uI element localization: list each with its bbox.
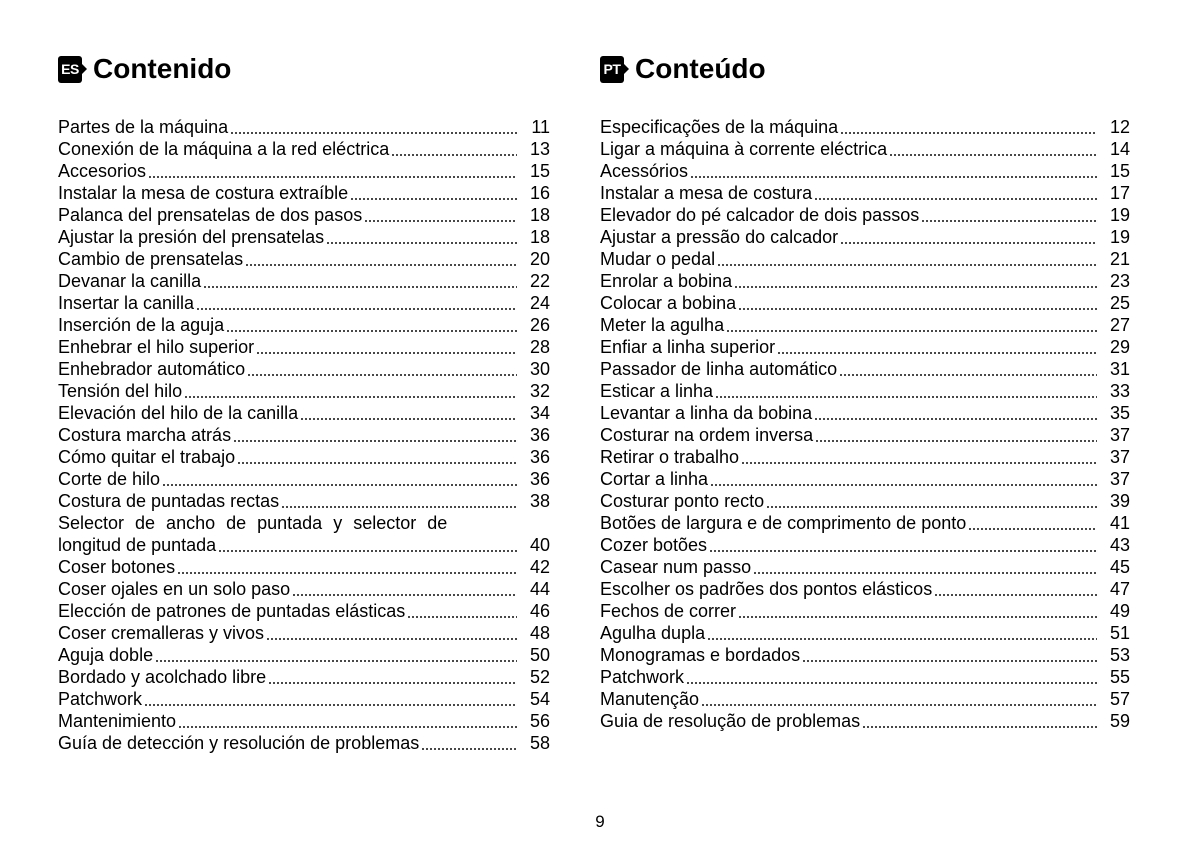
toc-entry bbox=[58, 402, 550, 424]
pt-section-title: Conteúdo bbox=[635, 53, 766, 84]
toc-entry bbox=[600, 358, 1130, 380]
entry-title: Guia de resolução de problemas bbox=[600, 711, 861, 731]
dot-leader bbox=[814, 182, 1097, 204]
dot-leader bbox=[921, 204, 1097, 226]
entry-title: Casear num passo bbox=[600, 557, 752, 577]
dot-leader bbox=[840, 226, 1097, 248]
entry-page: 32 bbox=[529, 381, 550, 401]
entry-page: 30 bbox=[529, 359, 550, 379]
entry-title: Manutenção bbox=[600, 689, 700, 709]
dot-leader bbox=[814, 402, 1097, 424]
entry-page: 34 bbox=[529, 403, 550, 423]
entry-title: Elevador do pé calcador de dois passos bbox=[600, 205, 920, 225]
entry-title: Coser cremalleras y vivos bbox=[58, 623, 265, 643]
entry-title: Coser ojales en un solo paso bbox=[58, 579, 291, 599]
dot-leader bbox=[350, 182, 517, 204]
dot-leader bbox=[148, 160, 517, 182]
toc-entry bbox=[600, 380, 1130, 402]
entry-page: 50 bbox=[529, 645, 550, 665]
entry-title: Inserción de la aguja bbox=[58, 315, 225, 335]
entry-page: 26 bbox=[529, 315, 550, 335]
entry-page: 51 bbox=[1109, 623, 1130, 643]
entry-page: 43 bbox=[1109, 535, 1130, 555]
entry-title: Palanca del prensatelas de dos pasos bbox=[58, 205, 363, 225]
dot-leader bbox=[247, 358, 517, 380]
toc-entry bbox=[58, 138, 550, 160]
entry-page: 25 bbox=[1109, 293, 1130, 313]
entry-page: 23 bbox=[1109, 271, 1130, 291]
dot-leader bbox=[862, 710, 1097, 732]
toc-entry bbox=[58, 292, 550, 314]
entry-title: Botões de largura e de comprimento de ponto bbox=[600, 513, 967, 533]
toc-entry bbox=[600, 446, 1130, 468]
entry-title: Ajustar a pressão do calcador bbox=[600, 227, 839, 247]
dot-leader bbox=[233, 424, 517, 446]
dot-leader bbox=[839, 358, 1097, 380]
dot-leader bbox=[230, 116, 517, 138]
dot-leader bbox=[184, 380, 517, 402]
toc-entry bbox=[600, 666, 1130, 688]
entry-title: Devanar la canilla bbox=[58, 271, 202, 291]
entry-title: longitud de puntada bbox=[58, 535, 217, 555]
entry-page: 37 bbox=[1109, 447, 1130, 467]
toc-entry bbox=[600, 578, 1130, 600]
dot-leader bbox=[292, 578, 517, 600]
entry-page: 58 bbox=[529, 733, 550, 753]
dot-leader bbox=[300, 402, 517, 424]
entry-title: Enhebrador automático bbox=[58, 359, 246, 379]
dot-leader bbox=[889, 138, 1097, 160]
entry-page: 20 bbox=[529, 249, 550, 269]
entry-page: 12 bbox=[1109, 117, 1130, 137]
entry-page: 37 bbox=[1109, 469, 1130, 489]
entry-title: Meter la agulha bbox=[600, 315, 725, 335]
entry-title: Passador de linha automático bbox=[600, 359, 838, 379]
entry-page: 19 bbox=[1109, 205, 1130, 225]
entry-page: 14 bbox=[1109, 139, 1130, 159]
dot-leader bbox=[391, 138, 517, 160]
toc-entry bbox=[600, 512, 1130, 534]
dot-leader bbox=[268, 666, 517, 688]
toc-entry bbox=[58, 270, 550, 292]
dot-leader bbox=[738, 292, 1097, 314]
dot-leader bbox=[710, 468, 1097, 490]
entry-title: Cómo quitar el trabajo bbox=[58, 447, 236, 467]
entry-title-first-line: Selector de ancho de puntada y selector de bbox=[58, 513, 448, 533]
entry-page: 48 bbox=[529, 623, 550, 643]
entry-page: 40 bbox=[529, 535, 550, 555]
toc-entry bbox=[600, 600, 1130, 622]
entry-page: 52 bbox=[529, 667, 550, 687]
entry-title: Insertar la canilla bbox=[58, 293, 195, 313]
pt-section-header bbox=[600, 52, 766, 86]
toc-entry bbox=[600, 644, 1130, 666]
toc-entry bbox=[58, 600, 550, 622]
toc-entry bbox=[58, 644, 550, 666]
toc-entry bbox=[58, 688, 550, 710]
entry-page: 54 bbox=[529, 689, 550, 709]
dot-leader bbox=[226, 314, 517, 336]
entry-page: 15 bbox=[529, 161, 550, 181]
dot-leader bbox=[178, 710, 517, 732]
entry-title: Retirar o trabalho bbox=[600, 447, 740, 467]
dot-leader bbox=[968, 512, 1097, 534]
entry-page: 59 bbox=[1109, 711, 1130, 731]
es-section-title: Contenido bbox=[93, 53, 232, 84]
dot-leader bbox=[686, 666, 1097, 688]
entry-page: 35 bbox=[1109, 403, 1130, 423]
dot-leader bbox=[777, 336, 1097, 358]
dot-leader bbox=[237, 446, 517, 468]
entry-page: 45 bbox=[1109, 557, 1130, 577]
toc-entry bbox=[600, 160, 1130, 182]
toc-entry bbox=[600, 424, 1130, 446]
toc-entry bbox=[58, 116, 550, 138]
entry-page: 57 bbox=[1109, 689, 1130, 709]
entry-page: 36 bbox=[529, 469, 550, 489]
dot-leader bbox=[155, 644, 517, 666]
dot-leader bbox=[802, 644, 1097, 666]
entry-page: 29 bbox=[1109, 337, 1130, 357]
entry-page: 18 bbox=[529, 205, 550, 225]
entry-title: Monogramas e bordados bbox=[600, 645, 801, 665]
entry-title: Mantenimiento bbox=[58, 711, 177, 731]
entry-page: 33 bbox=[1109, 381, 1130, 401]
entry-page: 17 bbox=[1109, 183, 1130, 203]
toc-entry bbox=[58, 622, 550, 644]
dot-leader bbox=[196, 292, 517, 314]
toc-entry bbox=[58, 446, 550, 468]
es-language-badge: ES bbox=[58, 56, 82, 83]
toc-entry bbox=[600, 138, 1130, 160]
entry-title: Cambio de prensatelas bbox=[58, 249, 244, 269]
entry-title: Especificações de la máquina bbox=[600, 117, 839, 137]
toc-entry bbox=[600, 270, 1130, 292]
toc-entry-first-line bbox=[58, 512, 550, 534]
toc-entry bbox=[58, 380, 550, 402]
entry-title: Elección de patrones de puntadas elásticas bbox=[58, 601, 406, 621]
entry-title: Patchwork bbox=[600, 667, 685, 687]
page-number: 9 bbox=[595, 812, 605, 831]
dot-leader bbox=[717, 248, 1097, 270]
entry-title: Mudar o pedal bbox=[600, 249, 716, 269]
entry-title: Tensión del hilo bbox=[58, 381, 183, 401]
entry-page: 36 bbox=[529, 425, 550, 445]
entry-title: Acessórios bbox=[600, 161, 689, 181]
dot-leader bbox=[281, 490, 517, 512]
entry-title: Corte de hilo bbox=[58, 469, 161, 489]
toc-entry bbox=[58, 336, 550, 358]
toc-entry bbox=[600, 402, 1130, 424]
toc-entry bbox=[600, 336, 1130, 358]
dot-leader bbox=[934, 578, 1097, 600]
toc-entry bbox=[58, 160, 550, 182]
dot-leader bbox=[144, 688, 517, 710]
entry-page: 41 bbox=[1109, 513, 1130, 533]
entry-title: Partes de la máquina bbox=[58, 117, 229, 137]
entry-page: 36 bbox=[529, 447, 550, 467]
dot-leader bbox=[738, 600, 1097, 622]
entry-page: 18 bbox=[529, 227, 550, 247]
toc-entry bbox=[600, 314, 1130, 336]
entry-title: Esticar a linha bbox=[600, 381, 714, 401]
es-section-header bbox=[58, 52, 231, 86]
entry-title: Costura de puntadas rectas bbox=[58, 491, 280, 511]
entry-page: 55 bbox=[1109, 667, 1130, 687]
toc-entry bbox=[58, 468, 550, 490]
dot-leader bbox=[709, 534, 1097, 556]
entry-page: 39 bbox=[1109, 491, 1130, 511]
toc-entry bbox=[600, 490, 1130, 512]
entry-title: Colocar a bobina bbox=[600, 293, 737, 313]
dot-leader bbox=[218, 534, 517, 556]
dot-leader bbox=[707, 622, 1097, 644]
entry-title: Bordado y acolchado libre bbox=[58, 667, 267, 687]
entry-title: Accesorios bbox=[58, 161, 147, 181]
dot-leader bbox=[753, 556, 1097, 578]
toc-entry bbox=[600, 710, 1130, 732]
entry-page: 31 bbox=[1109, 359, 1130, 379]
dot-leader bbox=[203, 270, 517, 292]
entry-title: Coser botones bbox=[58, 557, 176, 577]
toc-entry bbox=[58, 578, 550, 600]
toc-entry bbox=[58, 182, 550, 204]
entry-title: Guía de detección y resolución de problemas bbox=[58, 733, 420, 753]
toc-entry bbox=[58, 666, 550, 688]
toc-entry bbox=[600, 226, 1130, 248]
dot-leader bbox=[741, 446, 1097, 468]
entry-page: 49 bbox=[1109, 601, 1130, 621]
entry-page: 21 bbox=[1109, 249, 1130, 269]
dot-leader bbox=[840, 116, 1097, 138]
toc-entry bbox=[600, 534, 1130, 556]
entry-title: Cozer botões bbox=[600, 535, 708, 555]
entry-page: 46 bbox=[529, 601, 550, 621]
entry-title: Conexión de la máquina a la red eléctrica bbox=[58, 139, 390, 159]
dot-leader bbox=[690, 160, 1097, 182]
toc-entry bbox=[600, 182, 1130, 204]
toc-entry bbox=[58, 490, 550, 512]
entry-title: Agulha dupla bbox=[600, 623, 706, 643]
dot-leader bbox=[245, 248, 517, 270]
entry-page: 22 bbox=[529, 271, 550, 291]
entry-title: Enhebrar el hilo superior bbox=[58, 337, 255, 357]
entry-title: Costurar na ordem inversa bbox=[600, 425, 814, 445]
toc-entry bbox=[58, 314, 550, 336]
toc-entry bbox=[600, 292, 1130, 314]
toc-entry bbox=[58, 424, 550, 446]
toc-entry bbox=[58, 556, 550, 578]
pt-language-badge: PT bbox=[600, 56, 624, 83]
entry-title: Escolher os padrões dos pontos elásticos bbox=[600, 579, 933, 599]
entry-title: Cortar a linha bbox=[600, 469, 709, 489]
toc-entry bbox=[58, 204, 550, 226]
entry-title: Elevación del hilo de la canilla bbox=[58, 403, 299, 423]
entry-page: 56 bbox=[529, 711, 550, 731]
dot-leader bbox=[734, 270, 1097, 292]
toc-entry bbox=[58, 358, 550, 380]
dot-leader bbox=[726, 314, 1097, 336]
entry-title: Patchwork bbox=[58, 689, 143, 709]
es-toc-list bbox=[58, 116, 550, 754]
toc-entry bbox=[600, 622, 1130, 644]
dot-leader bbox=[177, 556, 517, 578]
toc-entry bbox=[600, 116, 1130, 138]
dot-leader bbox=[256, 336, 517, 358]
entry-page: 13 bbox=[529, 139, 550, 159]
toc-entry bbox=[58, 226, 550, 248]
dot-leader bbox=[715, 380, 1097, 402]
toc-entry bbox=[58, 512, 550, 556]
entry-title: Costura marcha atrás bbox=[58, 425, 232, 445]
entry-page: 15 bbox=[1109, 161, 1130, 181]
entry-page: 19 bbox=[1109, 227, 1130, 247]
dot-leader bbox=[326, 226, 517, 248]
dot-leader bbox=[766, 490, 1097, 512]
entry-title: Fechos de correr bbox=[600, 601, 737, 621]
entry-page: 42 bbox=[529, 557, 550, 577]
dot-leader bbox=[162, 468, 517, 490]
entry-page: 53 bbox=[1109, 645, 1130, 665]
entry-title: Enfiar a linha superior bbox=[600, 337, 776, 357]
entry-page: 38 bbox=[529, 491, 550, 511]
entry-page: 28 bbox=[529, 337, 550, 357]
toc-entry bbox=[58, 710, 550, 732]
entry-title: Aguja doble bbox=[58, 645, 154, 665]
toc-entry-second-line bbox=[58, 534, 550, 556]
toc-entry bbox=[600, 688, 1130, 710]
dot-leader bbox=[701, 688, 1097, 710]
entry-page: 11 bbox=[531, 117, 550, 137]
toc-entry bbox=[58, 732, 550, 754]
entry-page: 47 bbox=[1109, 579, 1130, 599]
entry-title: Levantar a linha da bobina bbox=[600, 403, 813, 423]
entry-page: 27 bbox=[1109, 315, 1130, 335]
dot-leader bbox=[407, 600, 517, 622]
entry-title: Ajustar la presión del prensatelas bbox=[58, 227, 325, 247]
toc-entry bbox=[600, 556, 1130, 578]
entry-page: 44 bbox=[529, 579, 550, 599]
toc-entry bbox=[600, 248, 1130, 270]
toc-entry bbox=[600, 468, 1130, 490]
entry-title: Instalar la mesa de costura extraíble bbox=[58, 183, 349, 203]
entry-title: Enrolar a bobina bbox=[600, 271, 733, 291]
dot-leader bbox=[266, 622, 517, 644]
pt-toc-list bbox=[600, 116, 1130, 732]
dot-leader bbox=[421, 732, 517, 754]
entry-title: Costurar ponto recto bbox=[600, 491, 765, 511]
entry-page: 37 bbox=[1109, 425, 1130, 445]
entry-title: Ligar a máquina à corrente eléctrica bbox=[600, 139, 888, 159]
dot-leader bbox=[815, 424, 1097, 446]
entry-page: 24 bbox=[529, 293, 550, 313]
entry-title: Instalar a mesa de costura bbox=[600, 183, 813, 203]
dot-leader bbox=[364, 204, 517, 226]
toc-entry bbox=[600, 204, 1130, 226]
entry-page: 16 bbox=[529, 183, 550, 203]
toc-entry bbox=[58, 248, 550, 270]
